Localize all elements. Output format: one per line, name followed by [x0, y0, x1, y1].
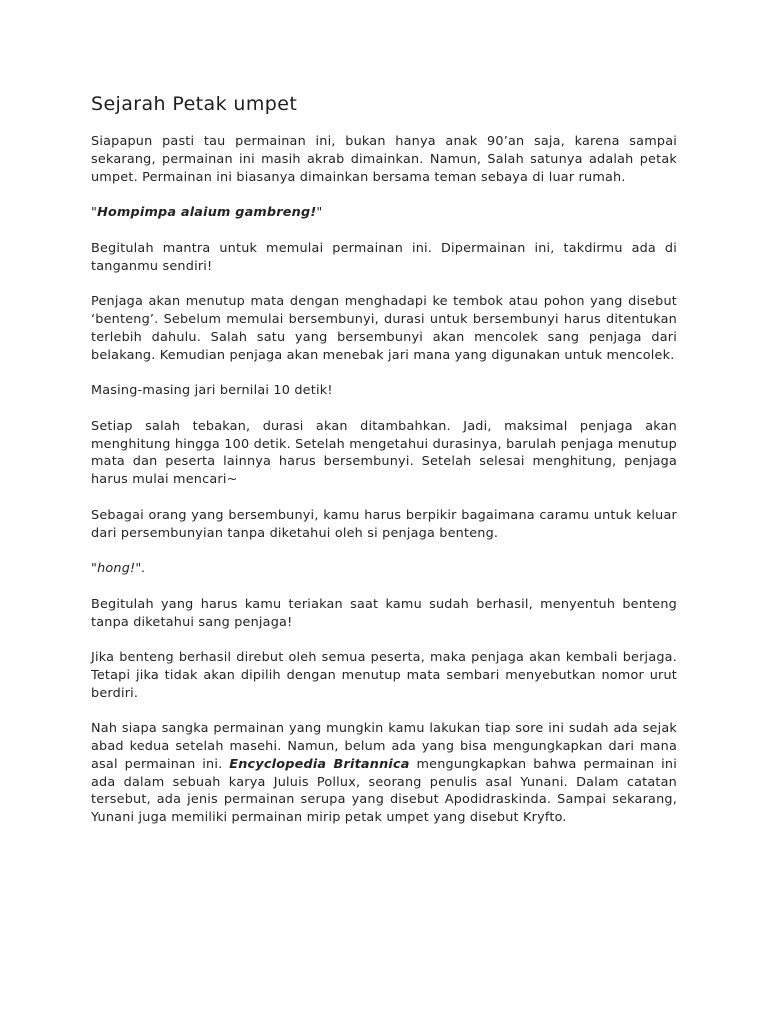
paragraph-mantra	[91, 204, 677, 222]
paragraph-mantra-explanation: Begitulah mantra untuk memulai permainan ini. Dipermainan ini, takdirmu ada di tanganmu sendiri!	[91, 240, 677, 274]
paragraph-captured: Jika benteng berhasil direbut oleh semua peserta, maka penjaga akan kembali berjaga. Tetapi jika tidak akan dipilih dengan menutup mata sembari menyebutkan nomor urut berdiri.	[91, 650, 677, 701]
hong-text: "hong!".	[91, 561, 146, 577]
quote-open: "	[91, 205, 98, 221]
paragraph-history	[91, 720, 677, 827]
paragraph-hong	[91, 560, 677, 578]
mantra-text: Hompimpa alaium gambreng!	[97, 205, 317, 221]
history-text-a: Nah siapa sangka permainan yang mungkin kamu lakukan tiap sore ini sudah ada sejak abad kedua setelah masehi. Namun, belum ada yang bisa mengungkapkan dari mana asal permainan ini.	[91, 721, 677, 772]
quote-close: "	[316, 205, 323, 221]
paragraph-rules: Penjaga akan menutup mata dengan menghadapi ke tembok atau pohon yang disebut ‘benteng’. Sebelum memulai bersembunyi, durasi untuk bersembunyi harus ditentukan terlebih dahulu. Salah satu yang bersembunyi akan mencolek sang penjaga dari belakang. Kemudian penjaga akan menebak jari mana yang digunakan untuk mencolek.	[91, 294, 677, 363]
history-text-b: mengungkapkan bahwa permainan ini ada dalam sebuah karya Juluis Pollux, seorang penulis asal Yunani. Dalam catatan tersebut, ada jenis permainan serupa yang disebut Apodidraskinda. Sampai sekarang, Yunani juga memiliki permainan mirip petak umpet yang disebut Kryfto.	[91, 756, 678, 826]
source-name: Encyclopedia Britannica	[229, 756, 410, 772]
paragraph-finger-value: Masing-masing jari bernilai 10 detik!	[91, 383, 333, 399]
article-title: Sejarah Petak umpet	[91, 93, 298, 115]
paragraph-shout: Begitulah yang harus kamu teriakan saat kamu sudah berhasil, menyentuh benteng tanpa diketahui sang penjaga!	[91, 596, 677, 630]
paragraph-counting: Setiap salah tebakan, durasi akan ditambahkan. Jadi, maksimal penjaga akan menghitung hingga 100 detik. Setelah mengetahui durasinya, barulah penjaga menutup mata dan peserta lainnya harus bersembunyi. Setelah selesai menghitung, penjaga harus mulai mencari~	[91, 418, 677, 488]
paragraph-hiding: Sebagai orang yang bersembunyi, kamu harus berpikir bagaimana caramu untuk keluar dari persembunyian tanpa diketahui oleh si penjaga benteng.	[91, 507, 677, 541]
article	[91, 92, 677, 845]
paragraph-intro: Siapapun pasti tau permainan ini, bukan hanya anak 90’an saja, karena sampai sekarang, permainan ini masih akrab dimainkan. Namun, Salah satunya adalah petak umpet. Permainan ini biasanya dimainkan bersama teman sebaya di luar rumah.	[91, 134, 677, 185]
